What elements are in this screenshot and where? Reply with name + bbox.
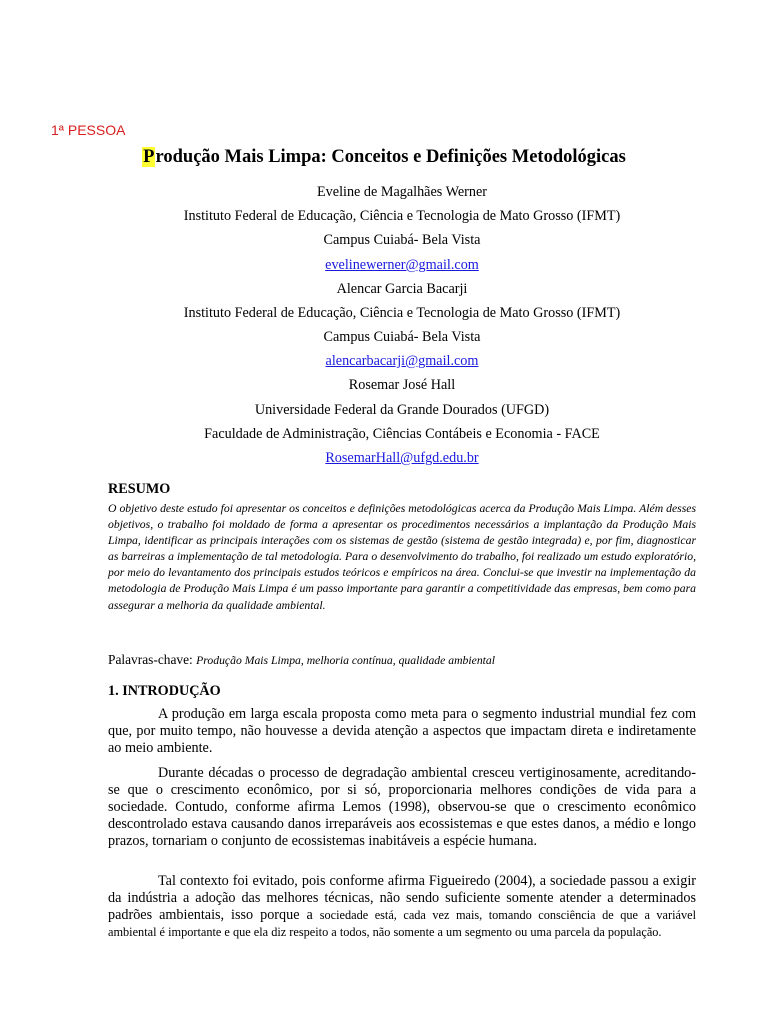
abstract-text: O objetivo deste estudo foi apresentar os conceitos e definições metodológicas acerca da Produção Mais Limpa. Além desses objetivos, o trabalho foi moldado de forma a apresentar os procedimentos necessários a implantação da Produção Mais Limpa, identificar as principais interações com os sistemas de gestão (sistema de gestão integrada) e, por fim, diagnosticar as barreiras a implementação de tal metodologia. Para o desenvolvimento do trabalho, foi realizado um estudo exploratório, por meio do levantamento dos principais estudos teóricos e empíricos na área. Conclui-se que investir na implementação da metodologia de Produção Mais Limpa é um passo importante para garantir a competitividade das empresas, bem como para assegurar a melhoria da qualidade ambiental. xyxy=(108,502,696,612)
intro-paragraph-2: Durante décadas o processo de degradação ambiental cresceu vertiginosamente, acreditando-se que o crescimento econômico, por si só, proporcionaria melhores condições de vida para a sociedade. Contudo, conforme afirma Lemos (1998), observou-se que o crescimento econômico descontrolado estava causando danos irreparáveis aos ecossistemas e que estes danos, a médio e longo prazos, tornariam o conjunto de ecossistemas inabitáveis a espécie humana. xyxy=(108,765,696,849)
title-highlight: P xyxy=(143,147,155,167)
email-link-text[interactable]: evelinewerner@gmail.com xyxy=(325,257,479,273)
author-institution: Instituto Federal de Educação, Ciência e Tecnologia de Mato Grosso (IFMT) xyxy=(183,208,621,224)
author-name: Rosemar José Hall xyxy=(348,377,456,393)
keywords-label: Palavras-chave: xyxy=(108,652,193,667)
author-email-link[interactable] xyxy=(0,353,768,370)
intro-heading: 1. INTRODUÇÃO xyxy=(108,683,221,699)
author-campus: Campus Cuiabá- Bela Vista xyxy=(323,232,481,248)
paper-title xyxy=(0,147,768,168)
author-name: Eveline de Magalhães Werner xyxy=(317,184,487,200)
intro-paragraph-3-main: Tal contexto foi evitado, pois conforme afirma Figueiredo (2004), a sociedade passou a exigir da indústria a adoção das melhores técnicas, não sendo suficiente somente atender a determinados padrões ambientais, isso porque a xyxy=(108,873,696,923)
resumo-heading: RESUMO xyxy=(108,481,171,497)
author-campus: Campus Cuiabá- Bela Vista xyxy=(323,329,481,345)
title-rest: rodução Mais Limpa: Conceitos e Definições Metodológicas xyxy=(155,147,626,167)
author-institution: Instituto Federal de Educação, Ciência e Tecnologia de Mato Grosso (IFMT) xyxy=(183,305,621,321)
author-institution: Universidade Federal da Grande Dourados (UFGD) xyxy=(254,402,550,418)
email-link-text[interactable]: alencarbacarji@gmail.com xyxy=(325,353,479,369)
intro-paragraph-3 xyxy=(108,873,696,941)
author-name: Alencar Garcia Bacarji xyxy=(336,281,468,297)
author-email-link[interactable] xyxy=(0,257,768,274)
author-email-link[interactable] xyxy=(0,450,768,467)
intro-paragraph-1: A produção em larga escala proposta como meta para o segmento industrial mundial fez com que, por muito tempo, não houvesse a devida atenção a aspectos que impactam direta e indiretamente ao meio ambiente. xyxy=(108,706,696,756)
keywords-text: Produção Mais Limpa, melhoria contínua, qualidade ambiental xyxy=(196,654,496,667)
email-link-text[interactable]: RosemarHall@ufgd.edu.br xyxy=(325,450,479,466)
intro-paragraph-3-small: sociedade está, cada vez mais, tomando consciência de que a variável ambiental é importante e que ela diz respeito a todos, não somente a um segmento ou uma parcela da população. xyxy=(108,907,696,939)
person-tag: 1ª PESSOA xyxy=(51,122,126,138)
author-faculty: Faculdade de Administração, Ciências Contábeis e Economia - FACE xyxy=(204,426,600,442)
keywords-line xyxy=(108,652,708,668)
